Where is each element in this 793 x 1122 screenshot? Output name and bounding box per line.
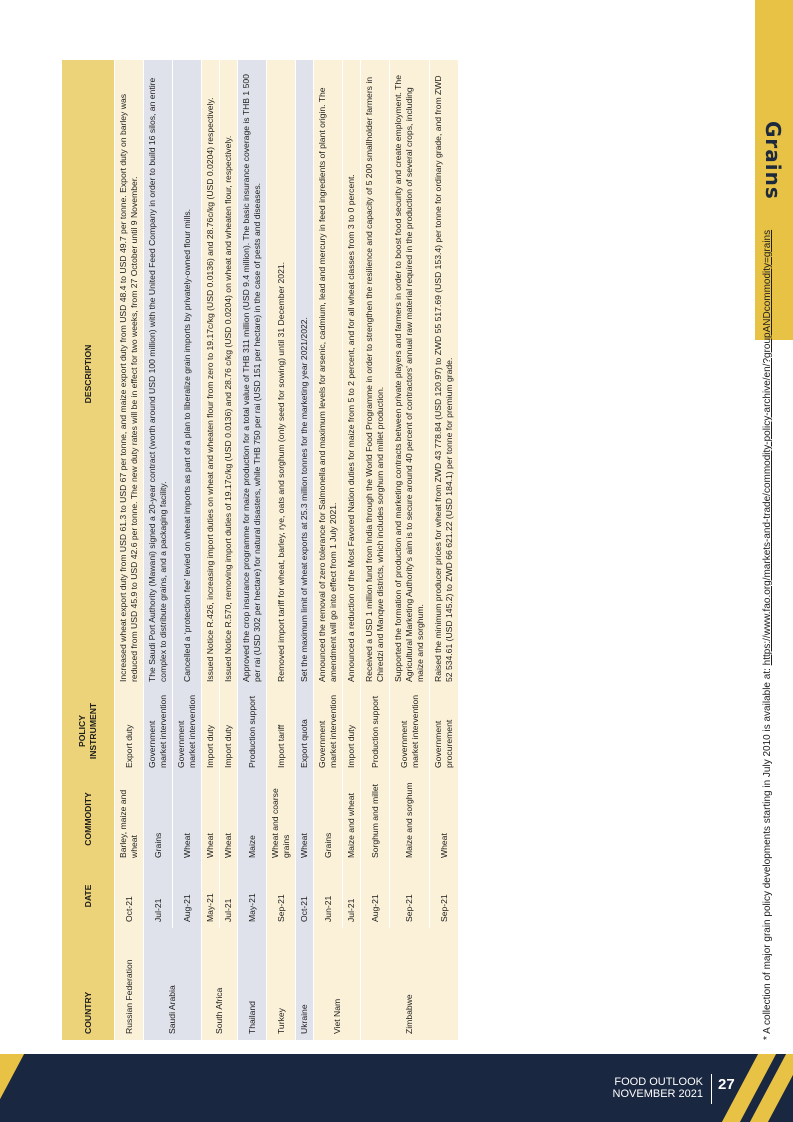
cell-date: Sep-21 [267, 864, 296, 928]
table-row [202, 60, 220, 1040]
cell-commodity: Sorghum and millet [361, 774, 390, 864]
table-row [343, 60, 361, 1040]
table-body [115, 60, 459, 1040]
cell-date: Jun-21 [314, 864, 343, 928]
footnote [762, 60, 773, 1040]
cell-commodity: Maize and wheat [343, 774, 361, 864]
cell-country: Russian Federation [115, 928, 144, 1040]
cell-country: Thailand [238, 928, 267, 1040]
cell-commodity: Barley, maize and wheat [115, 774, 144, 864]
publication-line1: FOOD OUTLOOK [614, 1076, 703, 1088]
cell-country: Viet Nam [314, 928, 361, 1040]
cell-instrument: Import duty [220, 688, 238, 774]
cell-description: Received a USD 1 million fund from India through the World Food Programme in order to strengthen the resilience and capacity of 5 200 smallholder farmers in Chiredzi and Manqwe districts, which includes sorghum and millet production. [361, 60, 390, 688]
table-row [173, 60, 202, 1040]
table-row [314, 60, 343, 1040]
cell-country: Ukraine [296, 928, 314, 1040]
cell-date: Jul-21 [220, 864, 238, 928]
cell-commodity: Grains [314, 774, 343, 864]
header-instrument-line2: INSTRUMENT [88, 702, 98, 760]
publication-name [613, 1076, 703, 1100]
table-row [115, 60, 144, 1040]
header-date: DATE [62, 864, 115, 928]
cell-description: Announced the removal of zero tolerance for Salmonella and maximum levels for arsenic, cadmium, lead and mercury in feed ingredients of plant origin. The amendment will go into effect from 1 July 2021. [314, 60, 343, 688]
cell-description: Supported the formation of production and marketing contracts between private players and farmers in order to boost food security and create employment. The Agricultural Marketing Authority’s aim is to secure around 40 percent of contractors’ annual raw material required in the production of several crops, including maize and sorghum. [390, 60, 430, 688]
cell-country: South Africa [202, 928, 238, 1040]
cell-description: Issued Notice R.570, removing import duties of 19.17c/kg (USD 0.0136) and 28.76 c/kg (USD 0.0204) on wheat and wheaten flour, respectively. [220, 60, 238, 688]
table-row [296, 60, 314, 1040]
table-row [390, 60, 430, 1040]
cell-description: Increased wheat export duty from USD 61.3 to USD 67 per tonne, and maize export duty from USD 48.4 to USD 49.7 per tonne. Export duty on barley was reduced from USD 45.9 to USD 42.6 per tonne. The new duty rates will be in effect for two weeks, from 27 October until 9 November. [115, 60, 144, 688]
cell-date: May-21 [202, 864, 220, 928]
cell-commodity: Maize [238, 774, 267, 864]
page-number: 27 [718, 1076, 735, 1093]
cell-instrument: Government procurement [430, 688, 459, 774]
cell-commodity: Maize and sorghum [390, 774, 430, 864]
cell-date: Aug-21 [361, 864, 390, 928]
cell-description: Removed import tariff for wheat, barley, rye, oats and sorghum (only seed for sowing) until 31 December 2021. [267, 60, 296, 688]
cell-commodity: Wheat [296, 774, 314, 864]
cell-commodity: Wheat [202, 774, 220, 864]
policy-table [62, 60, 458, 1040]
table-row [430, 60, 459, 1040]
cell-country: Turkey [267, 928, 296, 1040]
cell-description: Issued Notice R.426, increasing import duties on wheat and wheaten flour from zero to 19.17c/kg (USD 0.0136) and 28.76c/kg (USD 0.0204) respectively. [202, 60, 220, 688]
cell-instrument: Government market intervention [144, 688, 173, 774]
cell-instrument: Government market intervention [173, 688, 202, 774]
cell-commodity: Wheat and coarse grains [267, 774, 296, 864]
cell-date: Oct-21 [296, 864, 314, 928]
cell-instrument: Government market intervention [390, 688, 430, 774]
cell-instrument: Import duty [343, 688, 361, 774]
cell-commodity: Wheat [173, 774, 202, 864]
cell-date: Jul-21 [343, 864, 361, 928]
cell-date: Jul-21 [144, 864, 173, 928]
cell-date: Oct-21 [115, 864, 144, 928]
footer-stripe [0, 1054, 24, 1122]
cell-country: Zimbabwe [361, 928, 459, 1040]
cell-commodity: Grains [144, 774, 173, 864]
cell-instrument: Government market intervention [314, 688, 343, 774]
cell-description: The Saudi Port Authority (Mawani) signed a 20-year contract (worth around USD 100 million) with the United Feed Company in order to build 16 silos, an entire complex to distribute grains, and a packaging facility. [144, 60, 173, 688]
cell-description: Cancelled a ‘protection fee’ levied on wheat imports as part of a plan to liberalize grain imports by privately-owned flour mills. [173, 60, 202, 688]
cell-date: May-21 [238, 864, 267, 928]
cell-instrument: Export quota [296, 688, 314, 774]
cell-description: Set the maximum limit of wheat exports at 25.3 million tonnes for the marketing year 2021/2022. [296, 60, 314, 688]
header-instrument [62, 688, 115, 774]
cell-description: Approved the crop insurance programme for maize production for a total value of THB 311 million (USD 9.4 million). The basic insurance coverage is THB 1 500 per rai (USD 302 per hectare) for natural disasters, while THB 750 per rai (USD 151 per hectare) in the case of pests and diseases. [238, 60, 267, 688]
cell-instrument: Import duty [202, 688, 220, 774]
cell-instrument: Export duty [115, 688, 144, 774]
cell-instrument: Import tariff [267, 688, 296, 774]
cell-description: Announced a reduction of the Most Favored Nation duties for maize from 5 to 2 percent, and for all wheat classes from 3 to 0 percent. [343, 60, 361, 688]
section-title: Grains [761, 120, 785, 200]
cell-country: Saudi Arabia [144, 928, 202, 1040]
header-country: COUNTRY [62, 928, 115, 1040]
page-footer [0, 1054, 793, 1122]
cell-commodity: Wheat [430, 774, 459, 864]
cell-description: Raised the minimum producer prices for wheat from ZWD 43 778.84 (USD 120.97) to ZWD 55 517.69 (USD 153.4) per tonne for ordinary grade, and from ZWD 52 534.61 (USD 145.2) to ZWD 66 621.22 (USD 184.1) per tonne for premium grade. [430, 60, 459, 688]
table-row [220, 60, 238, 1040]
cell-date: Aug-21 [173, 864, 202, 928]
table-row [238, 60, 267, 1040]
cell-commodity: Wheat [220, 774, 238, 864]
table-row [361, 60, 390, 1040]
header-instrument-line1: POLICY [77, 715, 87, 747]
table-row [267, 60, 296, 1040]
cell-instrument: Production support [238, 688, 267, 774]
rotated-content [62, 60, 773, 1040]
cell-instrument: Production support [361, 688, 390, 774]
table-row [144, 60, 173, 1040]
cell-date: Sep-21 [430, 864, 459, 928]
cell-date: Sep-21 [390, 864, 430, 928]
header-description: DESCRIPTION [62, 60, 115, 688]
publication-line2: NOVEMBER 2021 [612, 1088, 703, 1100]
footnote-link[interactable]: https://www.fao.org/markets-and-trade/commodity-policy-archive/en/?groupANDcommodity=grains [762, 229, 773, 666]
rotated-table-area [62, 60, 773, 1040]
footer-divider [711, 1074, 712, 1104]
header-commodity: COMMODITY [62, 774, 115, 864]
footnote-text: * A collection of major grain policy developments starting in July 2010 is available at: [762, 665, 773, 1040]
table-header-row [62, 60, 115, 1040]
